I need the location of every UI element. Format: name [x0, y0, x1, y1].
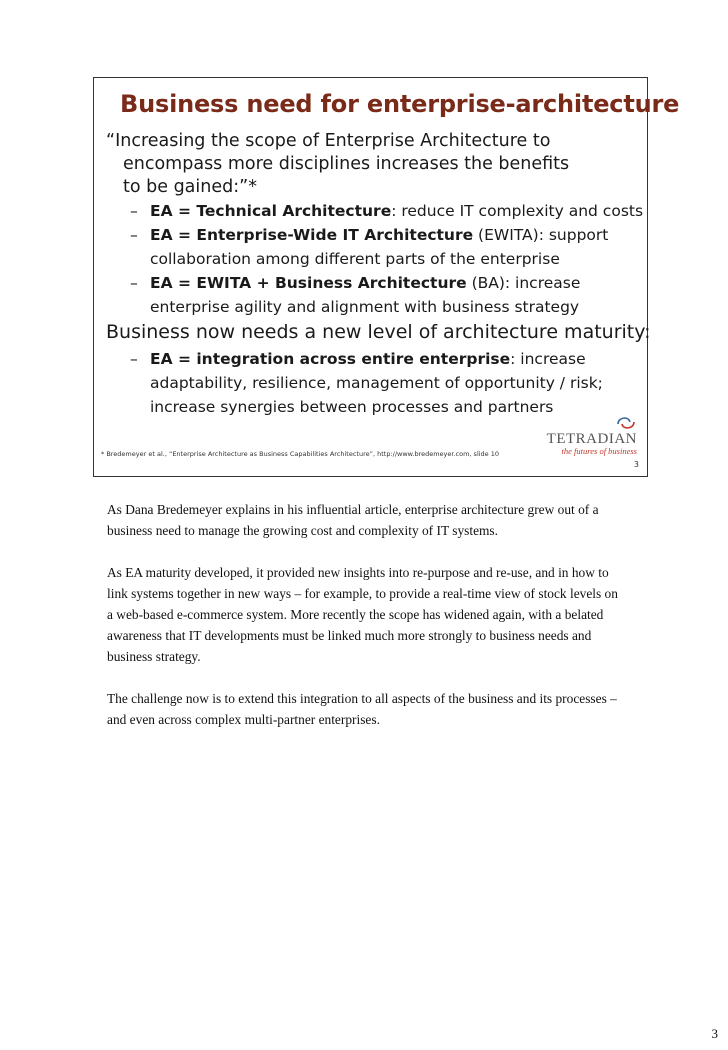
notes-paragraph: The challenge now is to extend this integration to all aspects of the business and its processes – and even across complex multi-partner enterprises. [107, 691, 617, 727]
logo-name: TETRADIAN [546, 431, 637, 447]
bullet-bold: EA = Technical Architecture [150, 202, 392, 220]
page-number: 3 [711, 1026, 718, 1041]
bullet-bold: EA = EWITA + Business Architecture [150, 274, 467, 292]
logo-tagline: the futures of business [561, 446, 637, 456]
bullet-continuation: enterprise agility and alignment with business strategy [150, 298, 580, 316]
bullet-dash: – [130, 202, 138, 220]
bullet-dash: – [130, 350, 138, 368]
bullet-bold: EA = integration across entire enterprise [150, 350, 511, 368]
tetradian-swirl-icon [615, 414, 637, 432]
bullet-bold: EA = Enterprise-Wide IT Architecture [150, 226, 474, 244]
bullet-business-architecture [106, 271, 639, 295]
slide-body [106, 130, 651, 419]
slide-number: 3 [633, 460, 639, 469]
bullet-text: (BA): increase [466, 274, 581, 292]
speaker-notes [107, 499, 627, 751]
bullet-text: : reduce IT complexity and costs [391, 202, 644, 220]
bullet-dash: – [130, 226, 138, 244]
quote-line: encompass more disciplines increases the benefits [123, 154, 570, 174]
bullet-ewita [106, 223, 639, 247]
bullet-continuation: adaptability, resilience, management of opportunity / risk; [150, 374, 603, 392]
bullet-text: (EWITA): support [473, 226, 609, 244]
bullet-continuation: increase synergies between processes and partners [150, 398, 554, 416]
bullet-text: : increase [510, 350, 586, 368]
bullet-dash: – [130, 274, 138, 292]
bullet-continuation: collaboration among different parts of the enterprise [150, 250, 560, 268]
quote-line: to be gained:”* [123, 177, 257, 197]
notes-paragraph: As EA maturity developed, it provided new insights into re-purpose and re-use, and in how to link systems together in new ways – for example, to provide a real-time view of stock levels on a web-based e-commerce system. More recently the scope has widened again, with a belated awareness that IT developments must be linked much more strongly to business needs and business strategy. [107, 565, 618, 664]
slide-title: Business need for enterprise-architecture [120, 90, 680, 118]
bullet-technical-architecture [106, 199, 644, 223]
bullet-integration [106, 347, 639, 371]
slide-footnote: * Bredemeyer et al., “Enterprise Architecture as Business Capabilities Architecture”, http://www.bredemeyer.com, slide 10 [101, 450, 500, 458]
tetradian-logo [547, 414, 637, 456]
notes-paragraph: As Dana Bredemeyer explains in his influential article, enterprise architecture grew out of a business need to manage the growing cost and complexity of IT systems. [107, 502, 599, 538]
quote-line: “Increasing the scope of Enterprise Architecture to [106, 131, 551, 151]
slide-frame [93, 77, 680, 477]
slide-heading-2: Business now needs a new level of architecture maturity: [106, 321, 651, 343]
